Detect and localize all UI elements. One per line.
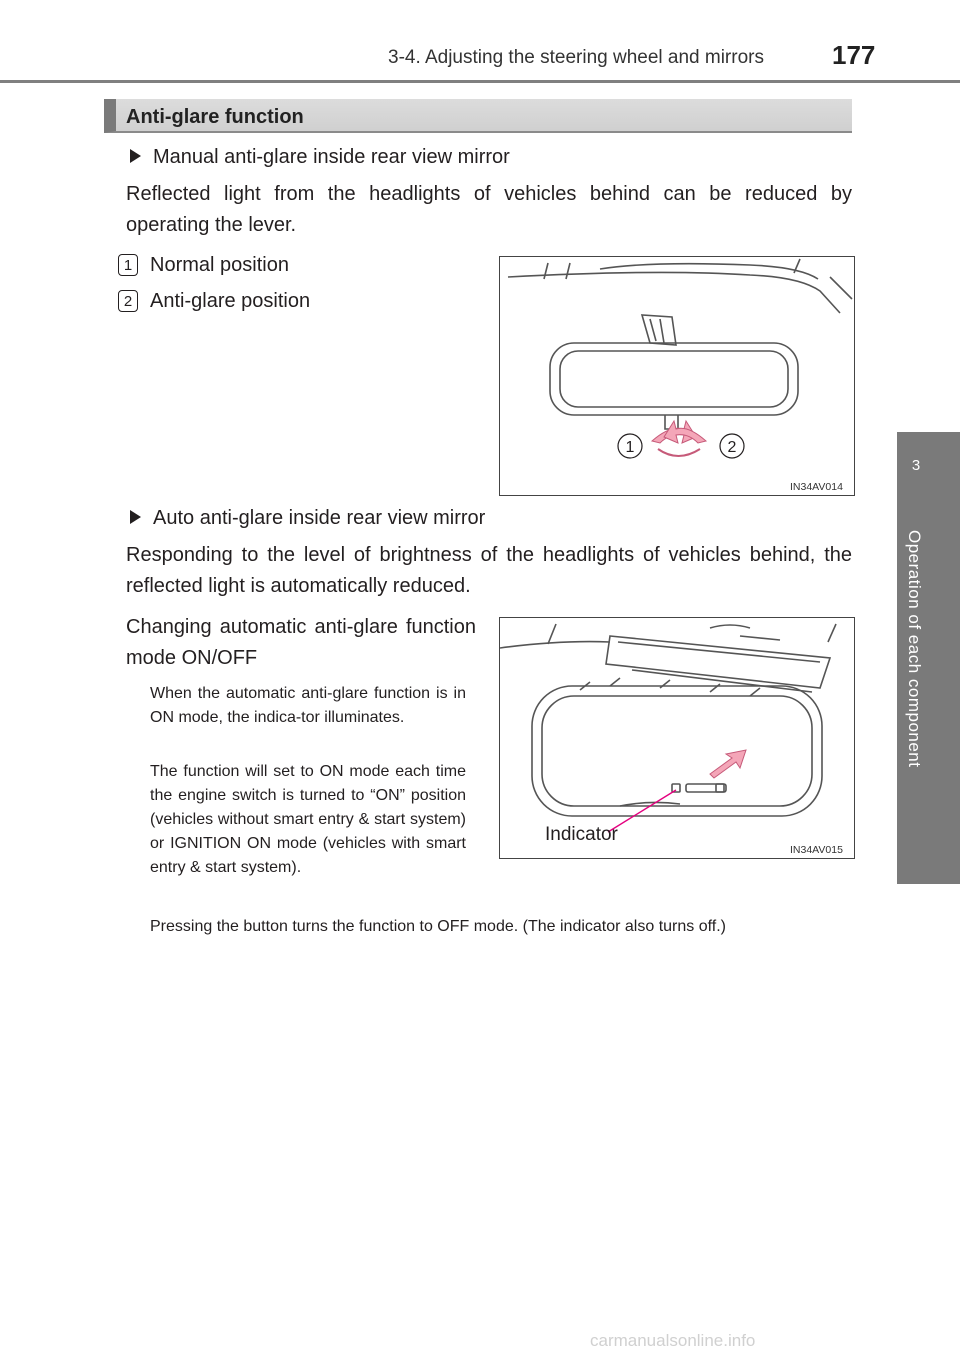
running-header-title: 3-4. Adjusting the steering wheel and mirrors xyxy=(388,47,764,68)
auto-mirror-figure xyxy=(499,617,855,859)
auto-bullet xyxy=(130,507,485,530)
item-antiglare-position xyxy=(118,290,138,312)
figure-code: IN34AV014 xyxy=(790,481,843,493)
item-normal-label: Normal position xyxy=(150,254,289,276)
figure-code: IN34AV015 xyxy=(790,844,843,856)
chapter-label: Operation of each component xyxy=(905,530,924,768)
bullet-triangle-icon xyxy=(130,149,141,163)
chapter-number: 3 xyxy=(911,457,921,474)
item-antiglare-label: Anti-glare position xyxy=(150,290,311,312)
auto-paragraph: Responding to the level of brightness of the headlights of vehicles behind, the reflected light is automatically reduced. xyxy=(126,544,852,597)
note-engine-switch: The function will set to ON mode each time the engine switch is turned to “ON” position (vehicles without smart entry & start system) or IGNITION ON mode (vehicles with smart entry & start system). xyxy=(150,763,466,876)
mode-heading: Changing automatic anti-glare function mode ON/OFF xyxy=(126,616,476,669)
note-indicator: When the automatic anti-glare function is in ON mode, the indica-tor illuminates. xyxy=(150,685,466,726)
callout-1-text: 1 xyxy=(625,439,635,456)
manual-bullet xyxy=(130,146,510,169)
auto-mirror-illustration xyxy=(500,618,854,858)
bullet-triangle-icon xyxy=(130,510,141,524)
manual-bullet-text: Manual anti-glare inside rear view mirror xyxy=(153,146,510,168)
section-title: Anti-glare function xyxy=(126,106,304,128)
callout-2-text: 2 xyxy=(727,439,737,456)
header-rule xyxy=(0,80,960,83)
manual-mirror-figure xyxy=(499,256,855,496)
indicator-label: Indicator xyxy=(545,824,618,845)
note-button: Pressing the button turns the function to OFF mode. (The indicator also turns off.) xyxy=(150,918,726,935)
page-number: 177 xyxy=(832,40,876,70)
item-number-badge: 2 xyxy=(118,290,138,312)
manual-paragraph: Reflected light from the headlights of vehicles behind can be reduced by operating the lever. xyxy=(126,183,852,236)
manual-mirror-illustration xyxy=(500,257,854,495)
item-number-badge: 1 xyxy=(118,254,138,276)
auto-bullet-text: Auto anti-glare inside rear view mirror xyxy=(153,507,486,529)
item-normal-position xyxy=(118,254,138,276)
watermark: carmanualsonline.info xyxy=(590,1331,756,1350)
